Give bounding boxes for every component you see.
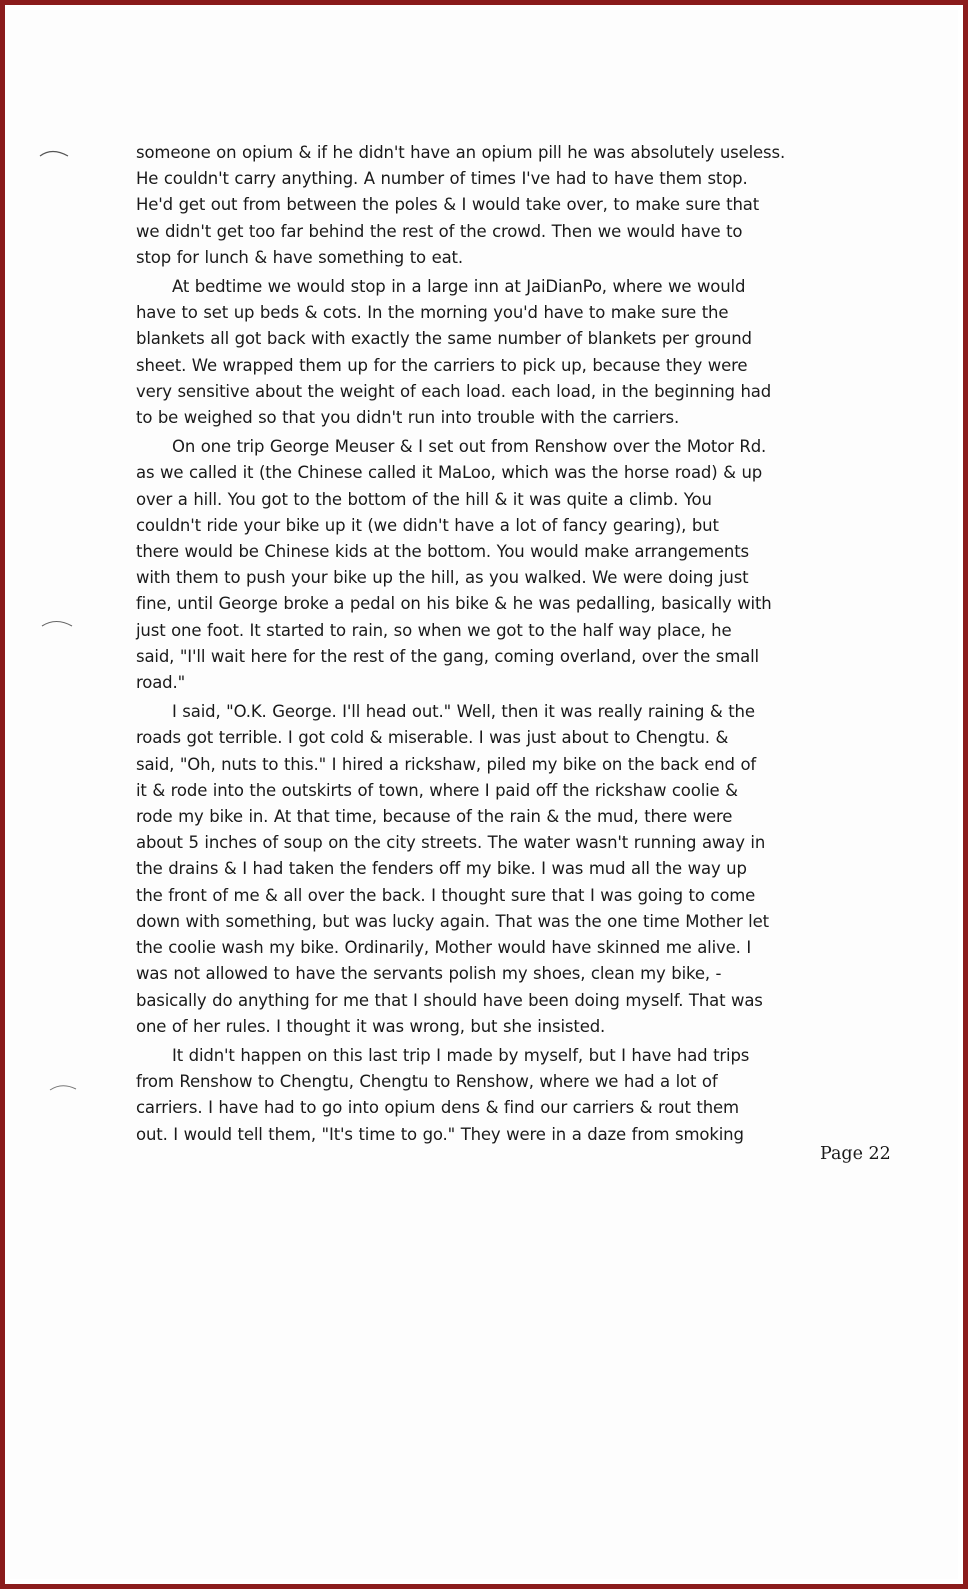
text-line: basically do anything for me that I should have been doing myself. That was: [136, 990, 763, 1010]
text-line: very sensitive about the weight of each load. each load, in the beginning had: [136, 381, 772, 401]
text-line: to be weighed so that you didn't run into trouble with the carriers.: [136, 408, 680, 428]
text-line: was not allowed to have the servants polish my shoes, clean my bike, -: [136, 964, 722, 984]
text-line: stop for lunch & have something to eat.: [136, 247, 463, 267]
text-line: blankets all got back with exactly the same number of blankets per ground: [136, 329, 752, 349]
text-line: it & rode into the outskirts of town, where I paid off the rickshaw coolie &: [136, 780, 738, 800]
text-line: as we called it (the Chinese called it MaLoo, which was the horse road) & up: [136, 463, 763, 483]
text-line: rode my bike in. At that time, because of the rain & the mud, there were: [136, 807, 733, 827]
text-line: over a hill. You got to the bottom of the hill & it was quite a climb. You: [136, 489, 712, 509]
text-line: just one foot. It started to rain, so when we got to the half way place, he: [136, 620, 732, 640]
text-line: someone on opium & if he didn't have an opium pill he was absolutely useless.: [136, 143, 786, 162]
text-line: He'd get out from between the poles & I would take over, to make sure that: [136, 195, 760, 215]
text-line: I said, "O.K. George. I'll head out." Well, then it was really raining & the: [172, 702, 755, 722]
text-line: couldn't ride your bike up it (we didn't have a lot of fancy gearing), but: [136, 515, 719, 535]
paragraph: [136, 699, 826, 1040]
text-line: one of her rules. I thought it was wrong, but she insisted.: [136, 1016, 606, 1036]
text-line: down with something, but was lucky again. That was the one time Mother let: [136, 911, 769, 931]
punch-hole-mark-bottom: [48, 1080, 82, 1094]
scanned-page: [10, 10, 958, 1579]
text-line: sheet. We wrapped them up for the carriers to pick up, because they were: [136, 355, 748, 375]
paragraph: [136, 274, 826, 431]
text-line: the coolie wash my bike. Ordinarily, Mother would have skinned me alive. I: [136, 938, 752, 958]
text-line: At bedtime we would stop in a large inn at JaiDianPo, where we would: [172, 277, 746, 297]
text-line: out. I would tell them, "It's time to go." They were in a daze from smoking: [136, 1124, 744, 1144]
text-line: said, "Oh, nuts to this." I hired a rickshaw, piled my bike on the back end of: [136, 754, 757, 774]
punch-hole-mark-middle: [40, 616, 74, 630]
paragraph: [136, 140, 826, 271]
text-line: He couldn't carry anything. A number of times I've had to have them stop.: [136, 169, 748, 189]
text-line: road.": [136, 673, 186, 693]
text-line: carriers. I have had to go into opium dens & find our carriers & rout them: [136, 1098, 739, 1118]
text-line: fine, until George broke a pedal on his bike & he was pedalling, basically with: [136, 594, 772, 614]
paragraph: [136, 1043, 826, 1148]
text-line: the drains & I had taken the fenders off my bike. I was mud all the way up: [136, 859, 747, 879]
text-line: On one trip George Meuser & I set out from Renshow over the Motor Rd.: [172, 437, 767, 457]
text-line: we didn't get too far behind the rest of the crowd. Then we would have to: [136, 221, 743, 241]
text-line: there would be Chinese kids at the bottom. You would make arrangements: [136, 542, 749, 562]
text-line: have to set up beds & cots. In the morning you'd have to make sure the: [136, 303, 729, 323]
text-line: the front of me & all over the back. I thought sure that I was going to come: [136, 885, 756, 905]
text-line: about 5 inches of soup on the city streets. The water wasn't running away in: [136, 833, 766, 853]
page-number: Page 22: [820, 1144, 891, 1164]
text-line: roads got terrible. I got cold & miserable. I was just about to Chengtu. &: [136, 728, 729, 748]
punch-hole-mark-top: [38, 146, 72, 160]
text-line: said, "I'll wait here for the rest of the gang, coming overland, over the small: [136, 646, 759, 666]
text-line: with them to push your bike up the hill, as you walked. We were doing just: [136, 568, 749, 588]
document-body: [136, 140, 826, 1151]
text-line: It didn't happen on this last trip I made by myself, but I have had trips: [172, 1045, 750, 1065]
text-line: from Renshow to Chengtu, Chengtu to Renshow, where we had a lot of: [136, 1072, 718, 1092]
paragraph: [136, 434, 826, 696]
